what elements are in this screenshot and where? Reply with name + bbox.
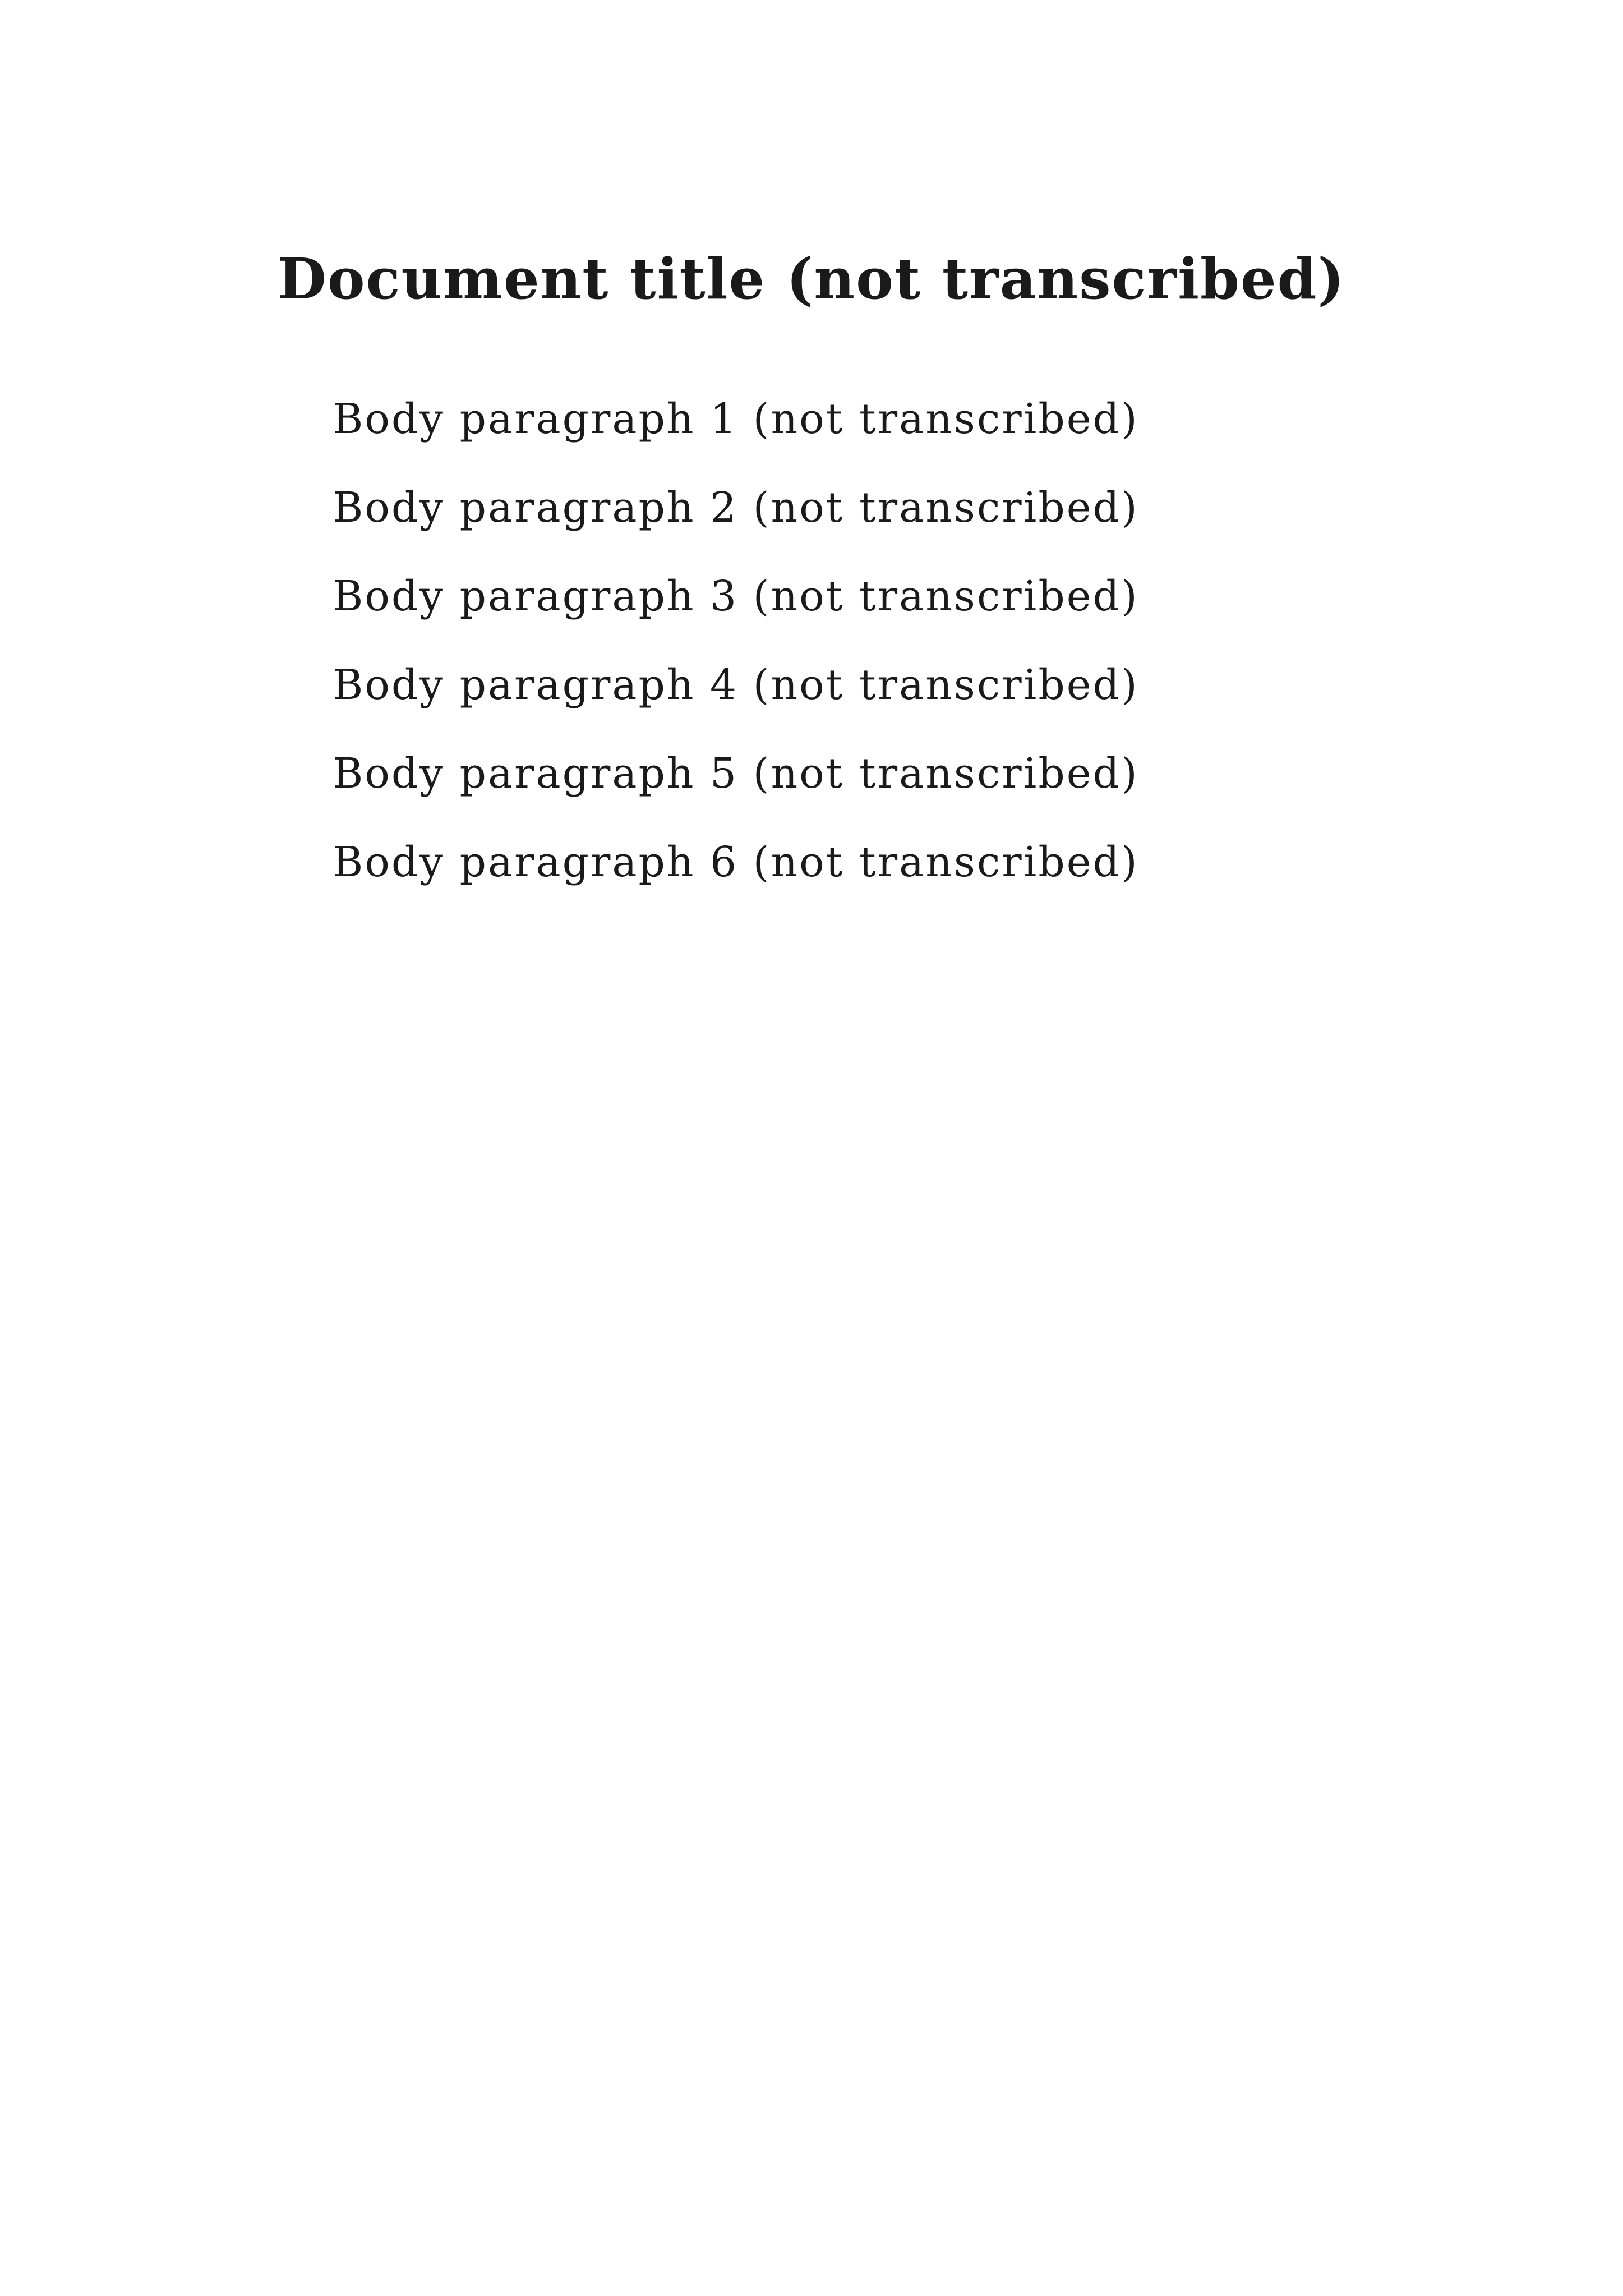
paragraph: Body paragraph 2 (not transcribed): [333, 484, 1139, 532]
paragraph: Body paragraph 1 (not transcribed): [333, 395, 1139, 443]
paragraph: Body paragraph 5 (not transcribed): [333, 749, 1139, 798]
document-title: Document title (not transcribed): [278, 246, 1345, 312]
document-body: [250, 375, 1374, 907]
paragraph: Body paragraph 6 (not transcribed): [333, 838, 1139, 886]
paragraph: Body paragraph 4 (not transcribed): [333, 661, 1139, 709]
paragraph: Body paragraph 3 (not transcribed): [333, 572, 1139, 620]
